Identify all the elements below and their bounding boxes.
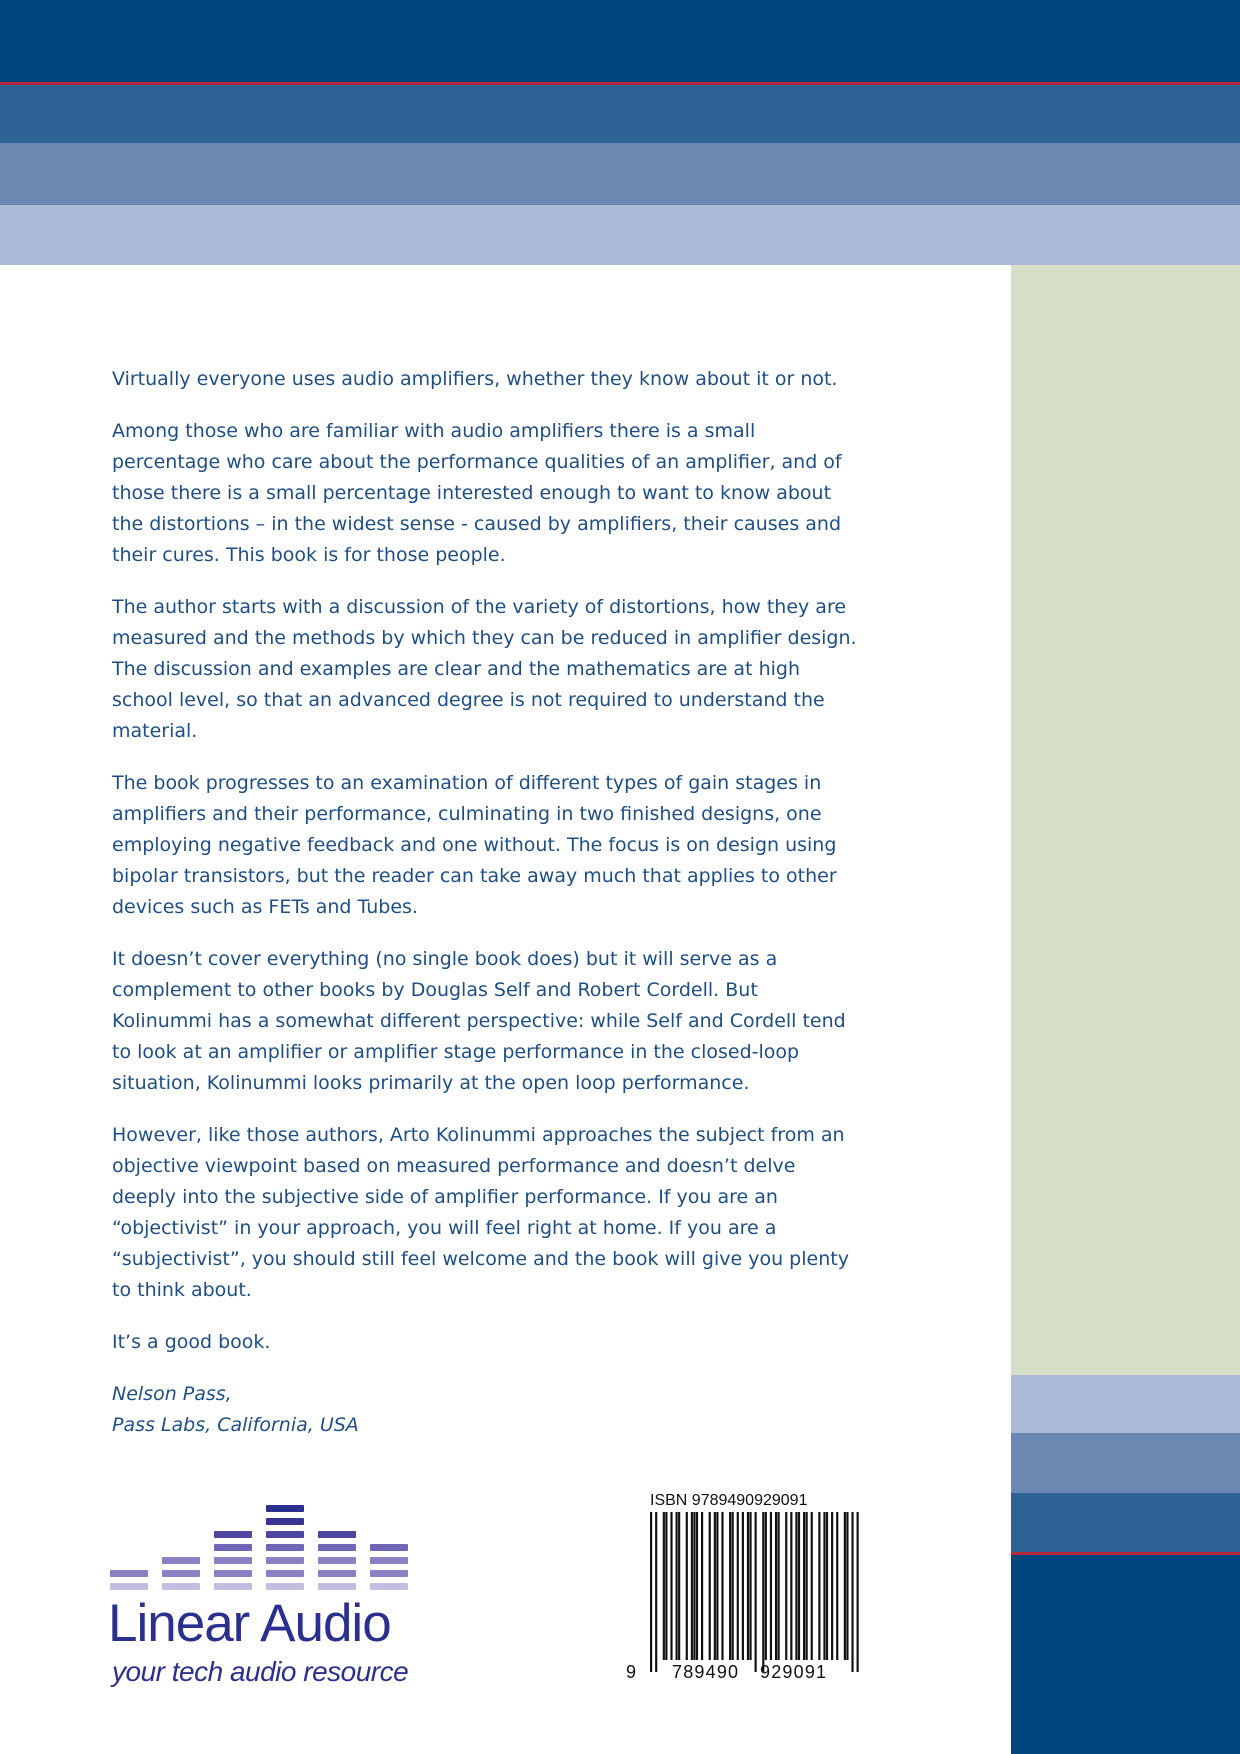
blurb-paragraph-6: However, like those authors, Arto Kolinummi approaches the subject from an objective viewpoint based on measured performance and doesn’t delve deeply into the subjective side of amplifier performance. If you are an “objectivist” in your approach, you will feel right at home. If you are a “subjectivist”, you should still feel welcome and the book will give you plenty to think about. <box>112 1124 849 1301</box>
barcode-bar <box>818 1512 820 1660</box>
logo-bar-segment <box>266 1505 304 1512</box>
barcode-bar <box>742 1512 744 1660</box>
top-band-dark <box>0 0 1240 84</box>
barcode-bar <box>762 1512 764 1672</box>
logo-bar-segment <box>370 1544 408 1551</box>
signature-affiliation: Pass Labs, California, USA <box>112 1414 359 1436</box>
logo-bar-segment <box>318 1531 356 1538</box>
logo-bar-segment <box>266 1583 304 1590</box>
logo-bar-segment <box>266 1544 304 1551</box>
logo-bar-segment <box>266 1531 304 1538</box>
barcode-bar <box>798 1512 800 1660</box>
logo-bar-segment <box>162 1557 200 1564</box>
logo-bar-segment <box>110 1583 148 1590</box>
barcode-bar <box>755 1512 757 1672</box>
logo-bar-segment <box>318 1557 356 1564</box>
barcode-bar <box>696 1512 698 1660</box>
barcode-bar <box>686 1512 688 1660</box>
barcode-bar <box>650 1512 652 1672</box>
logo-bar-segment <box>214 1570 252 1577</box>
side-band-mid <box>1011 1493 1240 1553</box>
barcode-bar <box>691 1512 693 1660</box>
logo-bar-segment <box>266 1557 304 1564</box>
barcode-bar <box>732 1512 734 1660</box>
barcode-bar <box>785 1512 787 1660</box>
barcode-bar <box>721 1512 723 1660</box>
logo-bar-segment <box>318 1570 356 1577</box>
barcode-bar <box>714 1512 716 1660</box>
barcode-bar <box>670 1512 672 1660</box>
barcode-bar <box>846 1512 848 1660</box>
logo-bar-segment <box>162 1583 200 1590</box>
barcode-bar <box>836 1512 838 1660</box>
isbn-label: ISBN 9789490929091 <box>650 1492 808 1509</box>
logo-tagline: your tech audio resource <box>112 1656 409 1687</box>
barcode-bar <box>811 1512 813 1660</box>
logo-bar-segment <box>162 1570 200 1577</box>
barcode-bar <box>775 1512 777 1660</box>
barcode-bar <box>778 1512 780 1660</box>
blurb-paragraph-1: Virtually everyone uses audio amplifiers, whether they know about it or not. <box>112 368 838 390</box>
logo-bar-segment <box>370 1570 408 1577</box>
barcode-bar <box>678 1512 680 1660</box>
barcode-bar <box>823 1512 825 1660</box>
barcode-icon <box>622 1512 862 1682</box>
barcode-bar <box>663 1512 665 1660</box>
barcode-bar <box>729 1512 731 1660</box>
side-band-pale <box>1011 1375 1240 1433</box>
linear-audio-logo <box>110 1500 420 1690</box>
blurb-paragraph-2: Among those who are familiar with audio amplifiers there is a small percentage who care about the performance qualities of an amplifier, and of those there is a small percentage interested enough to want to know about the distortions – in the widest sense - caused by amplifiers, their causes and their cures. This book is for those people. <box>112 420 842 566</box>
barcode-bar <box>665 1512 667 1660</box>
logo-bar-segment <box>266 1570 304 1577</box>
blurb-paragraph-7: It’s a good book. <box>112 1331 271 1353</box>
logo-bar-segment <box>214 1531 252 1538</box>
top-band-light <box>0 143 1240 205</box>
top-band-pale <box>0 205 1240 265</box>
barcode-bar <box>770 1512 772 1660</box>
barcode-bar <box>831 1512 833 1660</box>
logo-bar-segment <box>318 1544 356 1551</box>
barcode-bar <box>737 1512 739 1660</box>
barcode-right-digits: 929091 <box>760 1662 828 1682</box>
barcode-bar <box>749 1512 751 1660</box>
equalizer-bars-icon <box>110 1500 410 1596</box>
logo-bar-segment <box>370 1583 408 1590</box>
barcode-bar <box>790 1512 792 1660</box>
back-cover-blurb <box>112 364 857 1441</box>
blurb-paragraph-5: It doesn’t cover everything (no single book does) but it will serve as a complement to other books by Douglas Self and Robert Cordell. But Kolinummi has a somewhat different perspective: while Self and Cordell tend to look at an amplifier or amplifier stage performance in the closed-loop situation, Kolinummi looks primarily at the open loop performance. <box>112 948 846 1094</box>
barcode-bar <box>716 1512 718 1660</box>
logo-bar-segment <box>214 1544 252 1551</box>
top-band-mid <box>0 85 1240 143</box>
isbn-barcode <box>622 1492 862 1682</box>
side-band-dark <box>1011 1555 1240 1754</box>
barcode-bar <box>693 1512 695 1660</box>
barcode-bar <box>655 1512 657 1672</box>
barcode-bar <box>806 1512 808 1660</box>
barcode-lead-digit: 9 <box>626 1662 637 1682</box>
barcode-bar <box>857 1512 859 1672</box>
logo-bar-segment <box>110 1570 148 1577</box>
side-band-light <box>1011 1433 1240 1493</box>
barcode-bar <box>701 1512 703 1660</box>
blurb-paragraph-3: The author starts with a discussion of the variety of distortions, how they are measured and the methods by which they can be reduced in amplifier design. The discussion and examples are clear and the mathematics are at high school level, so that an advanced degree is not required to understand the material. <box>112 596 857 742</box>
barcode-bar <box>851 1512 853 1672</box>
barcode-bar <box>747 1512 749 1660</box>
signature-name: Nelson Pass, <box>112 1383 232 1405</box>
logo-bar-segment <box>214 1557 252 1564</box>
blurb-paragraph-4: The book progresses to an examination of different types of gain stages in amplifiers and their performance, culminating in two finished designs, one employing negative feedback and one without. The focus is on design using bipolar transistors, but the reader can take away much that applies to other devices such as FETs and Tubes. <box>112 772 837 918</box>
side-panel-green <box>1011 265 1240 1375</box>
barcode-bar <box>709 1512 711 1660</box>
logo-bar-segment <box>266 1518 304 1525</box>
barcode-bar <box>803 1512 805 1660</box>
logo-bar-segment <box>318 1583 356 1590</box>
barcode-bar <box>765 1512 767 1660</box>
logo-bar-segment <box>214 1583 252 1590</box>
barcode-bar <box>676 1512 678 1660</box>
logo-bar-segment <box>370 1557 408 1564</box>
logo-name: Linear Audio <box>108 1594 391 1653</box>
barcode-bar <box>844 1512 846 1660</box>
barcode-left-digits: 789490 <box>672 1662 740 1682</box>
barcode-bar <box>826 1512 828 1660</box>
barcode-bar <box>795 1512 797 1660</box>
